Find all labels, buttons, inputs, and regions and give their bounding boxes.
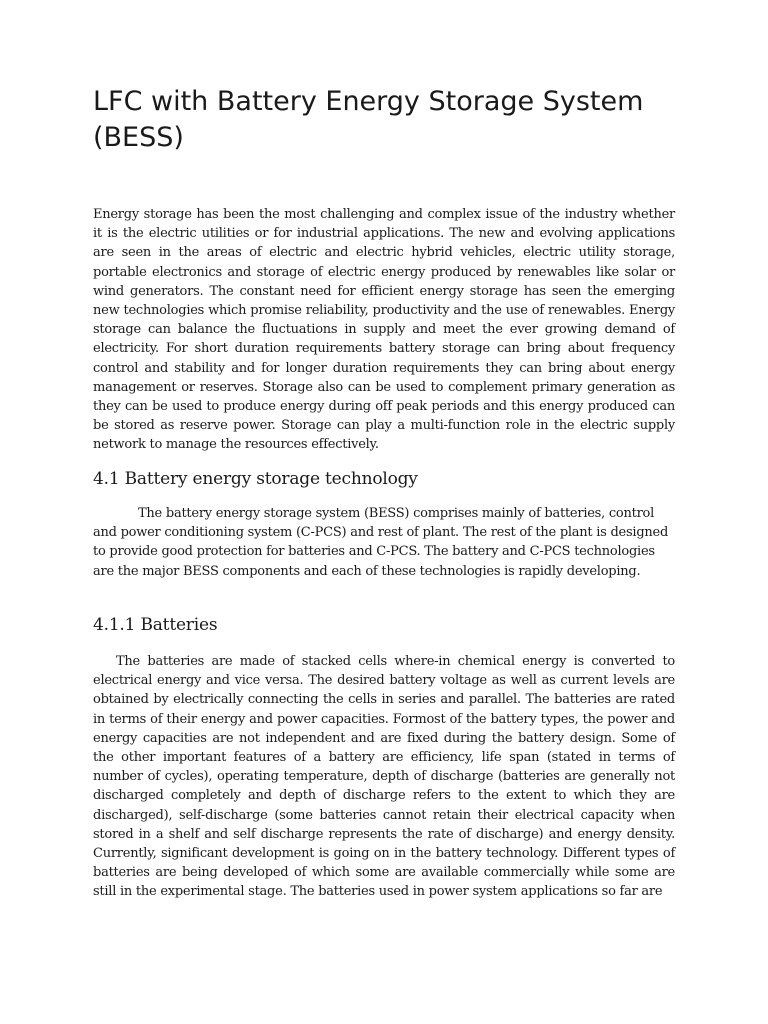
intro-paragraph: Energy storage has been the most challenging and complex issue of the industry whether it is the electric utilities or for industrial applications. The new and evolving applications are seen in the areas of electric and electric hybrid vehicles, electric utility storage, portable electronics and storage of electric energy produced by renewables like solar or wind generators. The constant need for efficient energy storage has seen the emerging new technologies which promise reliability, productivity and the use of renewables. Energy storage can balance the fluctuations in supply and meet the ever growing demand of electricity. For short duration requirements battery storage can bring about frequency control and stability and for longer duration requirements they can bring about energy management or reserves. Storage also can be used to complement primary generation as they can be used to produce energy during off peak periods and this energy produced can be stored as reserve power. Storage can play a multi-function role in the electric supply network to manage the resources effectively. [93,207,675,453]
section-4-1-paragraph: The battery energy storage system (BESS) comprises mainly of batteries, control and power conditioning system (C-PCS) and rest of plant. The rest of the plant is designed to provide good protection for batteries and C-PCS. The battery and C-PCS technologies are the major BESS components and each of these technologies is rapidly developing. [93,506,669,579]
section-4-1-1-heading: 4.1.1 Batteries [93,615,218,635]
section-4-1-1-paragraph: The batteries are made of stacked cells where-in chemical energy is converted to electrical energy and vice versa. The desired battery voltage as well as current levels are obtained by electrically connecting the cells in series and parallel. The batteries are rated in terms of their energy and power capacities. Formost of the battery types, the power and energy capacities are not independent and are fixed during the battery design. Some of the other important features of a battery are efficiency, life span (stated in terms of number of cycles), operating temperature, depth of discharge (batteries are generally not discharged completely and depth of discharge refers to the extent to which they are discharged), self-discharge (some batteries cannot retain their electrical capacity when stored in a shelf and self discharge represents the rate of discharge) and energy density. Currently, significant development is going on in the battery technology. Different types of batteries are being developed of which some are available commercially while some are still in the experimental stage. The batteries used in power system applications so far are [93,654,675,900]
document-title: LFC with Battery Energy Storage System (BESS) [93,86,644,153]
section-4-1-heading: 4.1 Battery energy storage technology [93,469,418,489]
